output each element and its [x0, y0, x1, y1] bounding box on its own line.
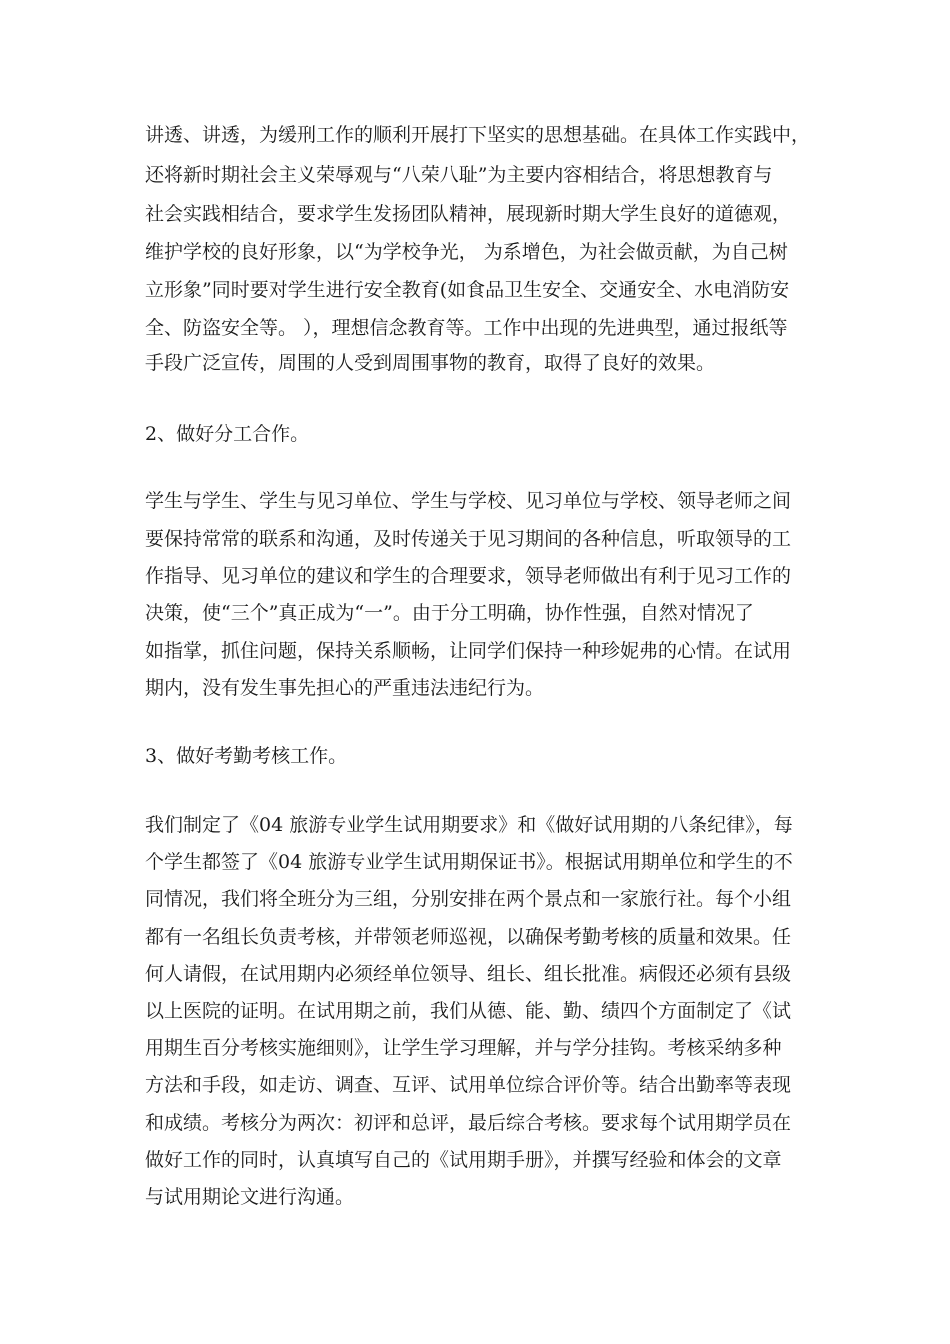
- paragraph-3-line: 和成绩。考核分为两次：初评和总评，最后综合考核。要求每个试用期学员在: [145, 1112, 792, 1134]
- paragraph-1-line: 社会实践相结合，要求学生发扬团队精神，展现新时期大学生良好的道德观，: [145, 203, 792, 225]
- paragraph-3-line: 方法和手段，如走访、调查、互评、试用单位综合评价等。结合出勤率等表现: [145, 1074, 792, 1096]
- paragraph-2-line: 要保持常常的联系和沟通，及时传递关于见习期间的各种信息，听取领导的工: [145, 528, 792, 550]
- paragraph-1-line: 立形象”同时要对学生进行安全教育(如食品卫生安全、交通安全、水电消防安: [145, 279, 790, 301]
- paragraph-2-line: 学生与学生、学生与见习单位、学生与学校、见习单位与学校、领导老师之间: [145, 490, 792, 512]
- paragraph-2-line: 如指掌，抓住问题，保持关系顺畅，让同学们保持一种珍妮弗的心情。在试用: [145, 640, 792, 662]
- paragraph-3-line: 同情况，我们将全班分为三组，分别安排在两个景点和一家旅行社。每个小组: [145, 888, 792, 910]
- paragraph-3-line: 与试用期论文进行沟通。: [145, 1186, 355, 1208]
- paragraph-2-line: 期内，没有发生事先担心的严重违法违纪行为。: [145, 677, 545, 699]
- paragraph-3-line: 以上医院的证明。在试用期之前，我们从德、能、勤、绩四个方面制定了《试: [145, 1000, 792, 1022]
- section-heading-3: 3、做好考勤考核工作。: [145, 745, 348, 767]
- paragraph-1-line: 讲透、讲透，为缓刑工作的顺利开展打下坚实的思想基础。在具体工作实践中，: [145, 124, 811, 146]
- paragraph-1-line: 全、防盗安全等。 ），理想信念教育等。工作中出现的先进典型，通过报纸等: [145, 317, 788, 339]
- paragraph-3-line: 个学生都签了《04 旅游专业学生试用期保证书》。根据试用期单位和学生的不: [145, 851, 793, 873]
- paragraph-1-line: 维护学校的良好形象，以“为学校争光， 为系增色，为社会做贡献，为自己树: [145, 241, 788, 263]
- paragraph-1-line: 手段广泛宣传，周围的人受到周围事物的教育，取得了良好的效果。: [145, 352, 716, 374]
- paragraph-3-line: 用期生百分考核实施细则》，让学生学习理解，并与学分挂钩。考核采纳多种: [145, 1037, 782, 1059]
- paragraph-1-line: 还将新时期社会主义荣辱观与“八荣八耻”为主要内容相结合，将思想教育与: [145, 164, 773, 186]
- paragraph-3-line: 做好工作的同时，认真填写自己的《试用期手册》，并撰写经验和体会的文章: [145, 1149, 782, 1171]
- paragraph-3-line: 何人请假，在试用期内必须经单位领导、组长、组长批准。病假还必须有县级: [145, 963, 792, 985]
- paragraph-3-line: 都有一名组长负责考核，并带领老师巡视，以确保考勤考核的质量和效果。任: [145, 926, 792, 948]
- paragraph-3-line: 我们制定了《04 旅游专业学生试用期要求》和《做好试用期的八条纪律》，每: [145, 814, 793, 836]
- paragraph-2-line: 作指导、见习单位的建议和学生的合理要求，领导老师做出有利于见习工作的: [145, 565, 792, 587]
- section-heading-2: 2、做好分工合作。: [145, 423, 310, 445]
- paragraph-2-line: 决策，使“三个”真正成为“一”。由于分工明确，协作性强，自然对情况了: [145, 602, 754, 624]
